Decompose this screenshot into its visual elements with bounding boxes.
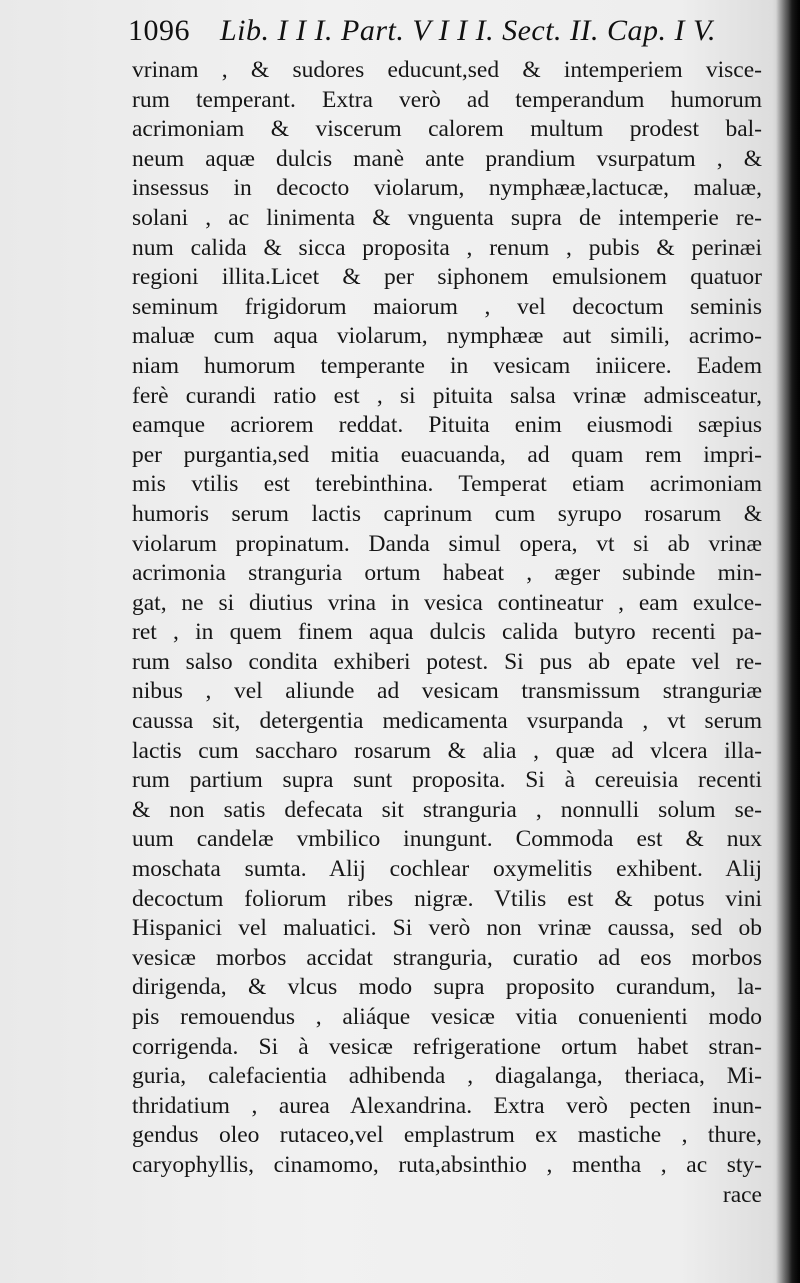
text-line: niam humorum temperante in vesicam iniicere. Eadem: [132, 352, 762, 379]
text-line: & non satis defecata sit stranguria , nonnulli solum se-: [132, 796, 762, 823]
running-header: [128, 14, 748, 54]
text-line: nibus , vel aliunde ad vesicam transmissum stranguriæ: [132, 678, 762, 705]
text-line: guria, calefacientia adhibenda , diagalanga, theriaca, Mi-: [132, 1063, 762, 1090]
text-line: solani , ac linimenta & vnguenta supra de intemperie re-: [132, 204, 762, 231]
text-line: num calida & sicca proposita , renum , pubis & perinæi: [132, 234, 762, 261]
text-line: acrimoniam & viscerum calorem multum prodest bal-: [132, 116, 762, 143]
text-line: caryophyllis, cinamomo, ruta,absinthio , mentha , ac sty-: [132, 1151, 762, 1178]
text-line: ret , in quem finem aqua dulcis calida butyro recenti pa-: [132, 619, 762, 646]
text-line: decoctum foliorum ribes nigræ. Vtilis est & potus vini: [132, 885, 762, 912]
text-line: Hispanici vel maluatici. Si verò non vrinæ caussa, sed ob: [132, 915, 762, 942]
text-line: dirigenda, & vlcus modo supra proposito curandum, la-: [132, 974, 762, 1001]
text-line: ferè curandi ratio est , si pituita salsa vrinæ admisceatur,: [132, 382, 762, 409]
text-line: rum partium supra sunt proposita. Si à cereuisia recenti: [132, 767, 762, 794]
text-line: thridatium , aurea Alexandrina. Extra verò pecten inun-: [132, 1092, 762, 1119]
running-title: Lib. I I I. Part. V I I I. Sect. II. Cap. I V.: [220, 14, 716, 47]
text-line: caussa sit, detergentia medicamenta vsurpanda , vt serum: [132, 708, 762, 735]
text-line: maluæ cum aqua violarum, nymphææ aut simili, acrimo-: [132, 323, 762, 350]
text-line: per purgantia,sed mitia euacuanda, ad quam rem impri-: [132, 441, 762, 468]
text-line: acrimonia stranguria ortum habeat , æger subinde min-: [132, 560, 762, 587]
text-line: violarum propinatum. Danda simul opera, vt si ab vrinæ: [132, 530, 762, 557]
text-line: humoris serum lactis caprinum cum syrupo rosarum &: [132, 500, 762, 527]
text-line: eamque acriorem reddat. Pituita enim eiusmodi sæpius: [132, 412, 762, 439]
text-line: vesicæ morbos accidat stranguria, curatio ad eos morbos: [132, 944, 762, 971]
page-number: 1096: [128, 14, 190, 47]
text-line: rum salso condita exhiberi potest. Si pus ab epate vel re-: [132, 648, 762, 675]
text-line: seminum frigidorum maiorum , vel decoctum seminis: [132, 293, 762, 320]
text-line: corrigenda. Si à vesicæ refrigeratione ortum habet stran-: [132, 1033, 762, 1060]
text-line: regioni illita.Licet & per siphonem emulsionem quatuor: [132, 264, 762, 291]
text-line: insessus in decocto violarum, nymphææ,lactucæ, maluæ,: [132, 175, 762, 202]
body-text: [132, 56, 762, 1210]
text-line: pis remouendus , aliáque vesicæ vitia conuenienti modo: [132, 1004, 762, 1030]
text-line: moschata sumta. Alij cochlear oxymelitis exhibent. Alij: [132, 856, 762, 883]
text-line: gendus oleo rutaceo,vel emplastrum ex mastiche , thure,: [132, 1122, 762, 1149]
text-line: uum candelæ vmbilico inungunt. Commoda est & nux: [132, 826, 762, 853]
text-line: neum aquæ dulcis manè ante prandium vsurpatum , &: [132, 145, 762, 172]
text-line: gat, ne si diutius vrina in vesica contineatur , eam exulce-: [132, 589, 762, 616]
text-line: rum temperant. Extra verò ad temperandum humorum: [132, 86, 762, 113]
text-line: lactis cum saccharo rosarum & alia , quæ ad vlcera illa-: [132, 737, 762, 764]
text-line: mis vtilis est terebinthina. Temperat etiam acrimoniam: [132, 471, 762, 498]
catchword: race: [722, 1181, 762, 1208]
gutter-shadow: [772, 0, 800, 1283]
text-line: vrinam , & sudores educunt,sed & intemperiem visce-: [132, 57, 762, 83]
